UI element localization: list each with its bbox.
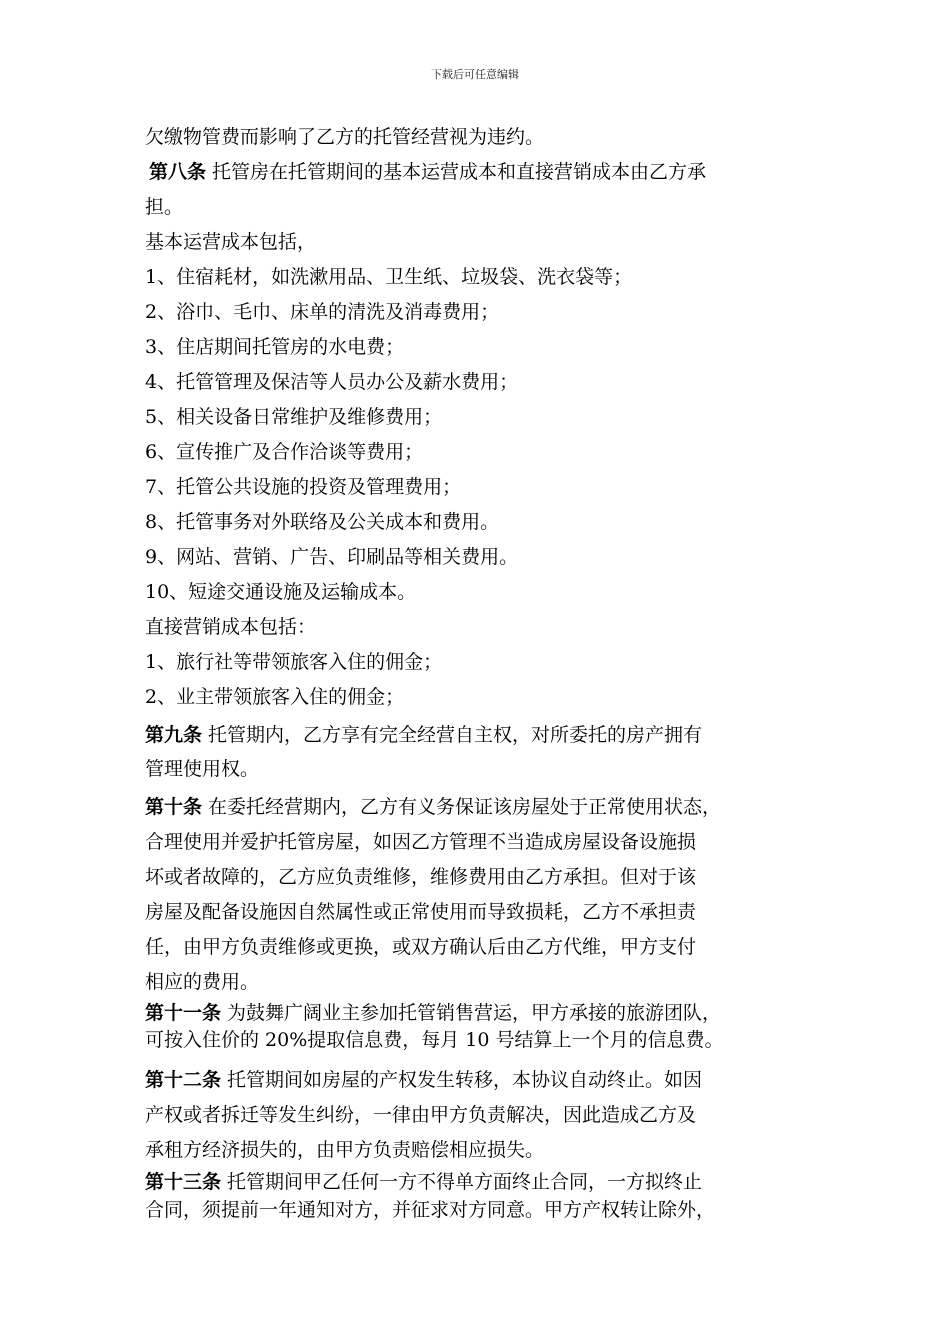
article-12-line xyxy=(145,1063,815,1098)
article-9-heading: 第九条 xyxy=(145,724,203,746)
list-item: 1、旅行社等带领旅客入住的佣金； xyxy=(145,651,443,673)
article-11-text: 为鼓舞广阔业主参加托管销售营运，甲方承接的旅游团队， xyxy=(221,1002,722,1024)
article-10-line: 任，由甲方负责维修或更换，或双方确认后由乙方代维，甲方支付 xyxy=(145,936,697,958)
article-12-line: 产权或者拆迁等发生纠纷，一律由甲方负责解决，因此造成乙方及 xyxy=(145,1104,697,1126)
article-11-line xyxy=(145,1000,815,1027)
article-9-line xyxy=(145,718,815,752)
article-8-text: 托管房在托管期间的基本运营成本和直接营销成本由乙方承 xyxy=(206,161,707,183)
basic-cost-title: 基本运营成本包括， xyxy=(145,231,317,253)
article-10-line xyxy=(145,790,815,825)
article-11-line: 可按入住价的 20%提取信息费，每月 10 号结算上一个月的信息费。 xyxy=(145,1029,724,1051)
article-13-text: 托管期间甲乙任何一方不得单方面终止合同，一方拟终止 xyxy=(221,1171,703,1193)
paragraph-line: 欠缴物管费而影响了乙方的托管经营视为违约。 xyxy=(145,126,545,148)
article-12-text: 托管期间如房屋的产权发生转移，本协议自动终止。如因 xyxy=(221,1069,703,1091)
direct-cost-title: 直接营销成本包括： xyxy=(145,616,317,638)
list-item: 3、住店期间托管房的水电费； xyxy=(145,336,405,358)
list-item: 5、相关设备日常维护及维修费用； xyxy=(145,406,443,428)
article-10-line: 坏或者故障的，乙方应负责维修，维修费用由乙方承担。但对于该 xyxy=(145,866,697,888)
article-9-line: 管理使用权。 xyxy=(145,758,260,780)
list-item: 4、托管管理及保洁等人员办公及薪水费用； xyxy=(145,371,519,393)
article-13-line: 合同，须提前一年通知对方，并征求对方同意。甲方产权转让除外， xyxy=(145,1199,716,1221)
article-11-heading: 第十一条 xyxy=(145,1002,222,1024)
article-10-line: 房屋及配备设施因自然属性或正常使用而导致损耗，乙方不承担责 xyxy=(145,901,697,923)
article-12-heading: 第十二条 xyxy=(145,1069,222,1091)
list-item: 6、宣传推广及合作洽谈等费用； xyxy=(145,441,424,463)
list-item: 1、住宿耗材，如洗漱用品、卫生纸、垃圾袋、洗衣袋等； xyxy=(145,266,633,288)
article-10-text: 在委托经营期内，乙方有义务保证该房屋处于正常使用状态， xyxy=(202,796,722,818)
page-header: 下载后可任意编辑 xyxy=(431,68,519,81)
article-10-line: 相应的费用。 xyxy=(145,971,260,993)
article-12-line: 承租方经济损失的，由甲方负责赔偿相应损失。 xyxy=(145,1139,545,1161)
article-10-line: 合理使用并爱护托管房屋，如因乙方管理不当造成房屋设备设施损 xyxy=(145,831,697,853)
list-item: 10、短途交通设施及运输成本。 xyxy=(145,581,417,603)
list-item: 9、网站、营销、广告、印刷品等相关费用。 xyxy=(145,546,519,568)
article-13-line xyxy=(145,1168,815,1196)
article-13-heading: 第十三条 xyxy=(145,1171,222,1193)
article-8-heading: 第八条 xyxy=(149,161,207,183)
document-body xyxy=(145,120,815,1224)
list-item: 2、业主带领旅客入住的佣金； xyxy=(145,686,405,708)
list-item: 8、托管事务对外联络及公关成本和费用。 xyxy=(145,511,500,533)
article-10-heading: 第十条 xyxy=(145,796,203,818)
article-9-text: 托管期内，乙方享有完全经营自主权，对所委托的房产拥有 xyxy=(202,724,703,746)
list-item: 2、浴巾、毛巾、床单的清洗及消毒费用； xyxy=(145,301,500,323)
article-8-line xyxy=(145,155,815,190)
list-item: 7、托管公共设施的投资及管理费用； xyxy=(145,476,462,498)
article-8-line: 担。 xyxy=(145,196,184,218)
